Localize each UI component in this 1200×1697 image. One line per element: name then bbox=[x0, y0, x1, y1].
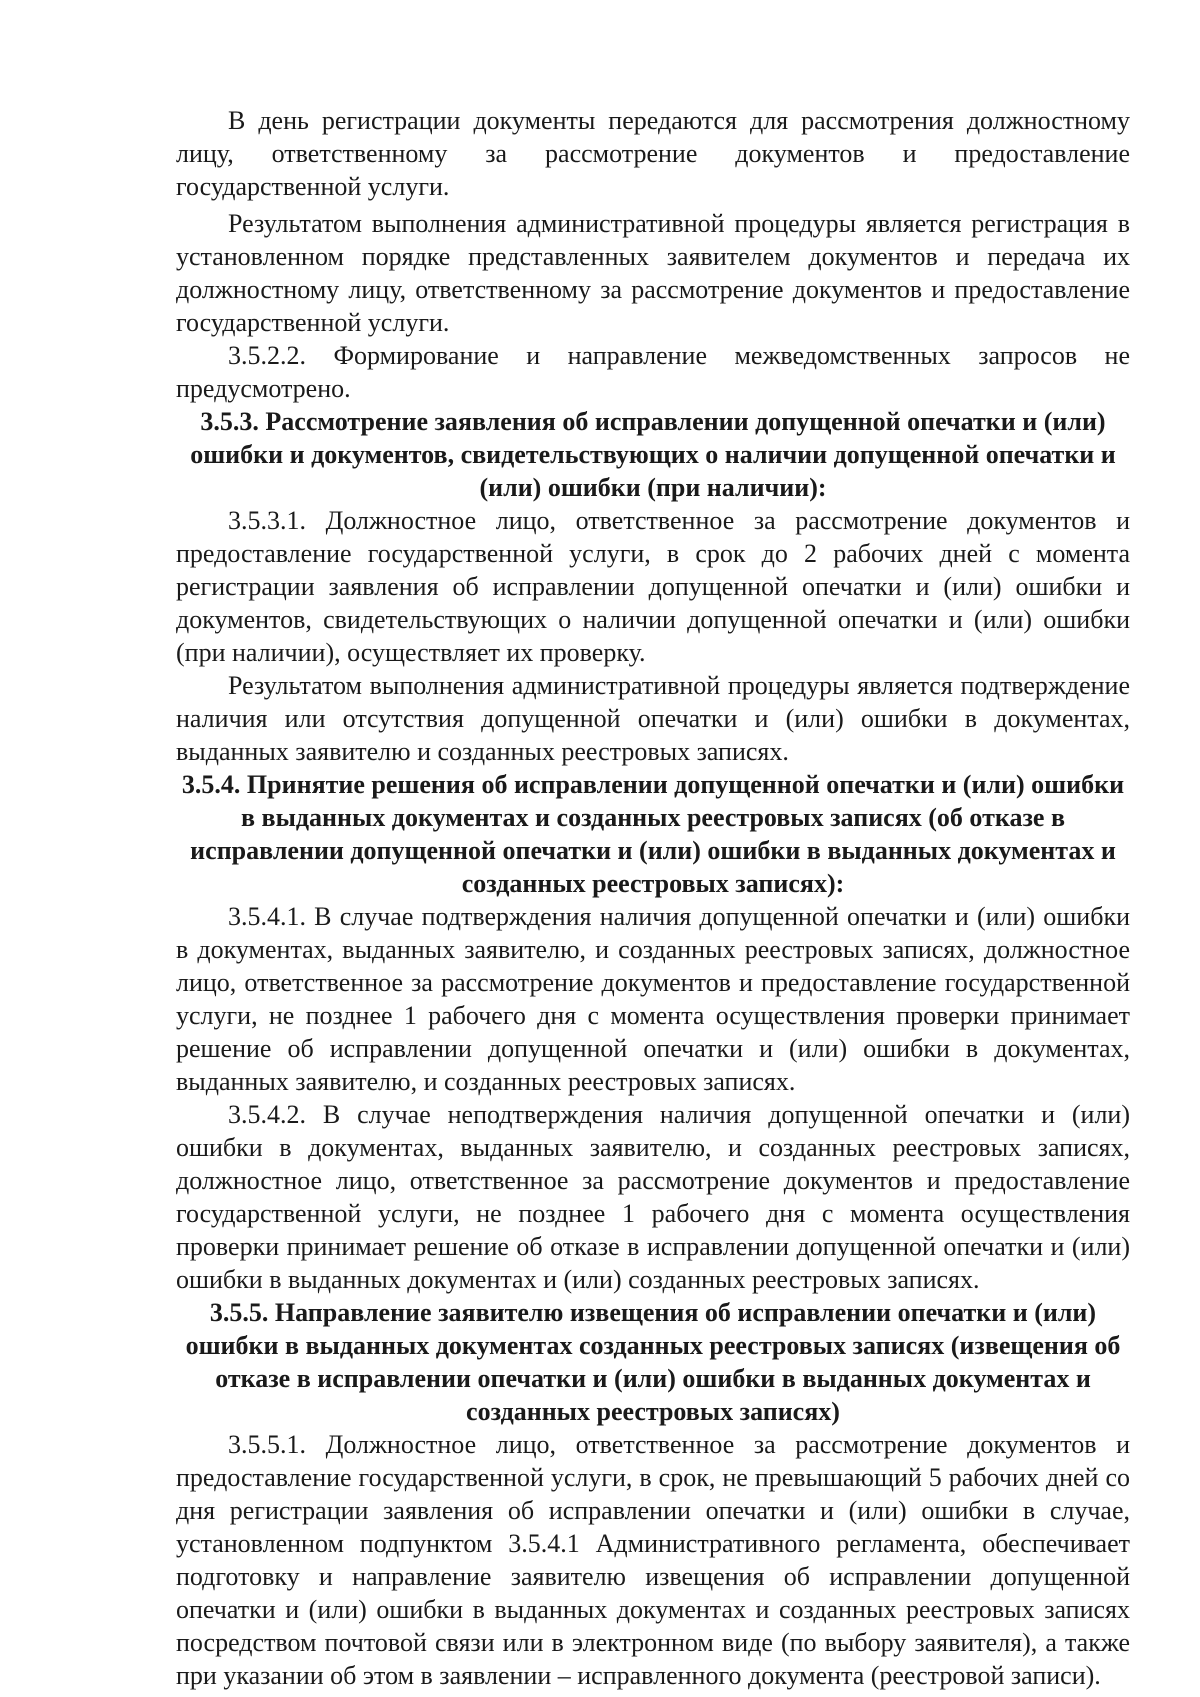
paragraph-3-5-3-1: 3.5.3.1. Должностное лицо, ответственное за рассмотрение документов и предоставление государственной услуги, в срок до 2 рабочих дней с момента регистрации заявления об исправлении допущенной опечатки и (или) ошибки и документов, свидетельствующих о наличии допущенной опечатки и (или) ошибки (при наличии), осуществляет их проверку. bbox=[176, 506, 1130, 667]
paragraph-registration-transfer: В день регистрации документы передаются для рассмотрения должностному лицу, ответственному за рассмотрение документов и предоставление государственной услуги. bbox=[176, 106, 1130, 201]
heading-3-5-5: 3.5.5. Направление заявителю извещения об исправлении опечатки и (или) ошибки в выданных документах созданных реестровых записях (извещения об отказе в исправлении опечатки и (или) ошибки в выданных документах и созданных реестровых записях) bbox=[185, 1298, 1121, 1426]
paragraph-3-5-4-2: 3.5.4.2. В случае неподтверждения наличия допущенной опечатки и (или) ошибки в документах, выданных заявителю, и созданных реестровых записях, должностное лицо, ответственное за рассмотрение документов и предоставление государственной услуги, не позднее 1 рабочего дня с момента осуществления проверки принимает решение об отказе в исправлении допущенной опечатки и (или) ошибки в выданных документах и (или) созданных реестровых записях. bbox=[176, 1100, 1130, 1294]
document-page bbox=[176, 104, 1130, 1692]
paragraph-3-5-2-2: 3.5.2.2. Формирование и направление межведомственных запросов не предусмотрено. bbox=[176, 341, 1130, 403]
paragraph-3-5-3-result: Результатом выполнения административной процедуры является подтверждение наличия или отсутствия допущенной опечатки и (или) ошибки в документах, выданных заявителю и созданных реестровых записях. bbox=[176, 671, 1130, 766]
paragraph-3-5-5-1: 3.5.5.1. Должностное лицо, ответственное за рассмотрение документов и предоставление государственной услуги, в срок, не превышающий 5 рабочих дней со дня регистрации заявления об исправлении опечатки и (или) ошибки в случае, установленном подпунктом 3.5.4.1 Административного регламента, обеспечивает подготовку и направление заявителю извещения об исправлении допущенной опечатки и (или) ошибки в выданных документах и созданных реестровых записях посредством почтовой связи или в электронном виде (по выбору заявителя), а также при указании об этом в заявлении – исправленного документа (реестровой записи). bbox=[176, 1430, 1130, 1690]
heading-3-5-3: 3.5.3. Рассмотрение заявления об исправлении допущенной опечатки и (или) ошибки и документов, свидетельствующих о наличии допущенной опечатки и (или) ошибки (при наличии): bbox=[190, 407, 1116, 502]
paragraph-registration-result: Результатом выполнения административной процедуры является регистрация в установленном порядке представленных заявителем документов и передача их должностному лицу, ответственному за рассмотрение документов и предоставление государственной услуги. bbox=[176, 209, 1130, 337]
heading-3-5-4: 3.5.4. Принятие решения об исправлении допущенной опечатки и (или) ошибки в выданных документах и созданных реестровых записях (об отказе в исправлении допущенной опечатки и (или) ошибки в выданных документах и созданных реестровых записях): bbox=[181, 770, 1125, 898]
paragraph-3-5-4-1: 3.5.4.1. В случае подтверждения наличия допущенной опечатки и (или) ошибки в документах, выданных заявителю, и созданных реестровых записях, должностное лицо, ответственное за рассмотрение документов и предоставление государственной услуги, не позднее 1 рабочего дня с момента осуществления проверки принимает решение об исправлении допущенной опечатки и (или) ошибки в документах, выданных заявителю, и созданных реестровых записях. bbox=[176, 902, 1130, 1096]
